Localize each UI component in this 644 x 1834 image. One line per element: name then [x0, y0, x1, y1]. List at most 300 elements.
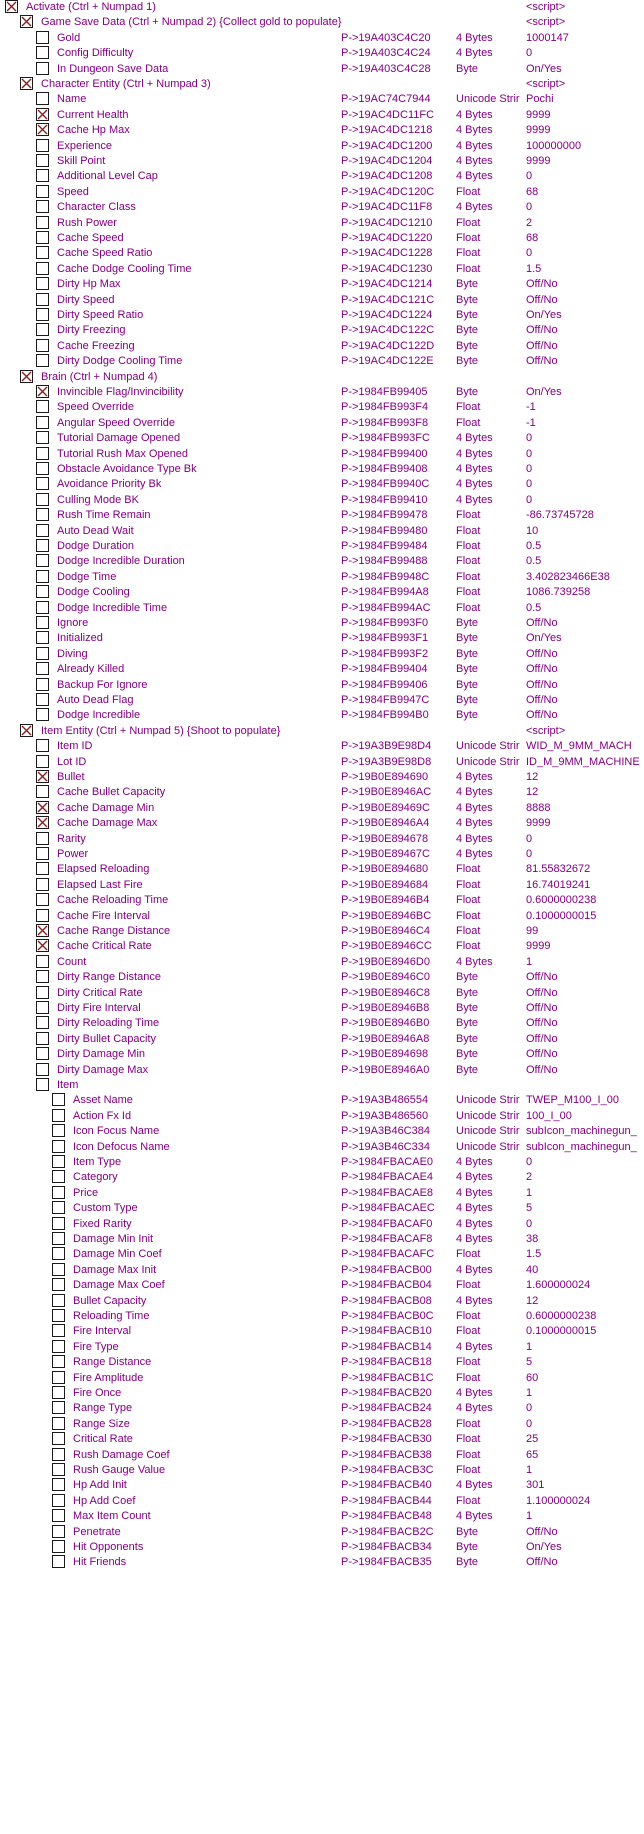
row-value[interactable]: 0 — [526, 432, 533, 444]
row-description: Dodge Time — [57, 571, 117, 583]
checkbox[interactable] — [36, 477, 49, 490]
row-value[interactable]: 0 — [526, 170, 533, 182]
row-value[interactable]: On/Yes — [526, 309, 562, 321]
row-value[interactable]: 1.5 — [526, 1248, 542, 1260]
row-value[interactable]: 38 — [526, 1233, 539, 1245]
row-description: Fixed Rarity — [73, 1218, 132, 1230]
row-value[interactable]: Off/No — [526, 294, 558, 306]
checkbox[interactable] — [52, 1340, 65, 1353]
row-description: Dirty Damage Min — [57, 1048, 146, 1060]
checkbox[interactable] — [36, 185, 49, 198]
row-type: Float — [456, 863, 481, 875]
row-address: P->1984FB99404 — [341, 663, 428, 675]
row-description: Hp Add Init — [73, 1479, 127, 1491]
row-description: Asset Name — [73, 1094, 133, 1106]
row-address: P->19B0E8946C0 — [341, 971, 430, 983]
row-value[interactable]: 12 — [526, 771, 539, 783]
checkbox[interactable] — [52, 1371, 65, 1384]
row-value[interactable]: Off/No — [526, 1048, 558, 1060]
row-address: P->1984FBACB08 — [341, 1295, 432, 1307]
row-value[interactable]: 100_I_00 — [526, 1110, 572, 1122]
checkbox[interactable] — [36, 31, 49, 44]
x-check-icon — [37, 771, 48, 782]
checkbox[interactable] — [36, 601, 49, 614]
row-type: Float — [456, 879, 481, 891]
row-description: Diving — [57, 648, 88, 660]
row-address: P->19A3B46C384 — [341, 1125, 430, 1137]
row-type: 4 Bytes — [456, 833, 493, 845]
checkbox[interactable] — [36, 62, 49, 75]
row-description: Tutorial Rush Max Opened — [57, 448, 189, 460]
row-type: Byte — [456, 355, 479, 367]
checkbox[interactable] — [36, 970, 49, 983]
checkbox[interactable] — [36, 493, 49, 506]
checkbox[interactable] — [36, 262, 49, 275]
row-address: P->1984FBACB38 — [341, 1449, 432, 1461]
row-value[interactable]: 0 — [526, 1156, 533, 1168]
checkbox[interactable] — [52, 1186, 65, 1199]
checkbox[interactable] — [36, 169, 49, 182]
row-type: 4 Bytes — [456, 109, 493, 121]
row-address: P->1984FB993F2 — [341, 648, 429, 660]
row-value[interactable]: 0 — [526, 47, 533, 59]
row-type: Float — [456, 586, 481, 598]
row-value[interactable]: 60 — [526, 1372, 539, 1384]
row-value[interactable]: Pochi — [526, 93, 554, 105]
row-value[interactable]: 1 — [526, 1341, 533, 1353]
checkbox[interactable] — [36, 755, 49, 768]
row-description: Character Entity (Ctrl + Numpad 3) — [41, 78, 211, 90]
checkbox[interactable] — [52, 1155, 65, 1168]
row-value[interactable]: <script> — [526, 78, 566, 90]
row-value[interactable]: 10 — [526, 525, 539, 537]
row-description: Invincible Flag/Invincibility — [57, 386, 184, 398]
row-value[interactable]: 0.5 — [526, 555, 542, 567]
checkbox[interactable] — [36, 678, 49, 691]
checkbox[interactable] — [52, 1478, 65, 1491]
checkbox[interactable] — [52, 1417, 65, 1430]
checkbox[interactable] — [36, 1047, 49, 1060]
checkbox[interactable] — [36, 323, 49, 336]
checkbox[interactable] — [36, 400, 49, 413]
row-value[interactable]: Off/No — [526, 617, 558, 629]
row-value[interactable]: <script> — [526, 16, 566, 28]
checkbox[interactable] — [36, 631, 49, 644]
row-value[interactable]: 0.5 — [526, 540, 542, 552]
row-address: P->1984FBACB48 — [341, 1510, 432, 1522]
row-description: Cache Speed Ratio — [57, 247, 153, 259]
row-description: Lot ID — [57, 756, 87, 768]
checkbox[interactable] — [36, 1063, 49, 1076]
checkbox[interactable] — [52, 1201, 65, 1214]
checkbox[interactable] — [36, 508, 49, 521]
row-type: Float — [456, 247, 481, 259]
checkbox[interactable] — [52, 1509, 65, 1522]
row-type: 4 Bytes — [456, 1387, 493, 1399]
row-address: P->1984FB9948C — [341, 571, 430, 583]
row-value[interactable]: 81.55832672 — [526, 863, 591, 875]
row-description: Already Killed — [57, 663, 125, 675]
row-description: Cache Bullet Capacity — [57, 786, 166, 798]
checkbox[interactable] — [36, 339, 49, 352]
checked-checkbox[interactable] — [36, 939, 49, 952]
checkbox[interactable] — [52, 1109, 65, 1122]
row-description: Hit Friends — [73, 1556, 127, 1568]
row-value[interactable]: -1 — [526, 401, 536, 413]
row-value[interactable]: Off/No — [526, 679, 558, 691]
checkbox[interactable] — [36, 277, 49, 290]
checkbox[interactable] — [52, 1278, 65, 1291]
row-value[interactable]: 1 — [526, 956, 533, 968]
row-description: Avoidance Priority Bk — [57, 478, 162, 490]
row-type: Byte — [456, 648, 479, 660]
row-description: Rarity — [57, 833, 86, 845]
row-value[interactable]: 12 — [526, 786, 539, 798]
checkbox[interactable] — [36, 539, 49, 552]
row-type: Float — [456, 232, 481, 244]
checked-checkbox[interactable] — [36, 123, 49, 136]
row-description: Fire Amplitude — [73, 1372, 144, 1384]
row-value[interactable]: Off/No — [526, 987, 558, 999]
row-value[interactable]: 100000000 — [526, 140, 582, 152]
row-address: P->1984FBACB28 — [341, 1418, 432, 1430]
checkbox[interactable] — [36, 246, 49, 259]
checkbox[interactable] — [36, 986, 49, 999]
row-value[interactable]: 1 — [526, 1187, 533, 1199]
row-value[interactable]: ID_M_9MM_MACHINE — [526, 756, 640, 768]
row-type: Float — [456, 1325, 481, 1337]
row-description: Cache Dodge Cooling Time — [57, 263, 192, 275]
row-value[interactable]: 1 — [526, 1387, 533, 1399]
row-address: P->19B0E89467C — [341, 848, 430, 860]
checkbox[interactable] — [52, 1463, 65, 1476]
row-value[interactable]: 0 — [526, 201, 533, 213]
row-address: P->19B0E89469C — [341, 802, 430, 814]
row-description: Damage Max Init — [73, 1264, 157, 1276]
checkbox[interactable] — [36, 708, 49, 721]
row-type: Float — [456, 263, 481, 275]
row-value[interactable]: WID_M_9MM_MACH — [526, 740, 632, 752]
row-description: Damage Min Coef — [73, 1248, 162, 1260]
checkbox[interactable] — [36, 462, 49, 475]
row-description: Critical Rate — [73, 1433, 133, 1445]
checked-checkbox[interactable] — [36, 924, 49, 937]
row-type: Byte — [456, 63, 479, 75]
row-value[interactable]: 0 — [526, 448, 533, 460]
checkbox[interactable] — [52, 1247, 65, 1260]
checkbox[interactable] — [52, 1124, 65, 1137]
row-type: Byte — [456, 679, 479, 691]
row-type: Float — [456, 1279, 481, 1291]
row-type: Byte — [456, 987, 479, 999]
row-value[interactable]: subIcon_machinegun_ — [526, 1125, 637, 1137]
row-address: P->19B0E8946C8 — [341, 987, 430, 999]
row-type: Float — [456, 1464, 481, 1476]
row-value[interactable]: 0.5 — [526, 602, 542, 614]
checkbox[interactable] — [52, 1525, 65, 1538]
row-value[interactable]: 9999 — [526, 817, 551, 829]
checked-checkbox[interactable] — [20, 724, 33, 737]
row-address: P->19AC4DC11F8 — [341, 201, 433, 213]
row-value[interactable]: 9999 — [526, 124, 551, 136]
checkbox[interactable] — [36, 862, 49, 875]
checkbox[interactable] — [36, 785, 49, 798]
row-value[interactable]: -86.73745728 — [526, 509, 594, 521]
row-description: Damage Min Init — [73, 1233, 154, 1245]
checkbox[interactable] — [36, 1078, 49, 1091]
row-value[interactable]: 40 — [526, 1264, 539, 1276]
checkbox[interactable] — [36, 200, 49, 213]
checkbox[interactable] — [52, 1140, 65, 1153]
checkbox[interactable] — [36, 308, 49, 321]
checkbox[interactable] — [36, 693, 49, 706]
checkbox[interactable] — [36, 447, 49, 460]
row-value[interactable]: 1000147 — [526, 32, 569, 44]
row-value[interactable]: 9999 — [526, 940, 551, 952]
row-address: P->1984FBACAE4 — [341, 1171, 434, 1183]
checkbox[interactable] — [52, 1263, 65, 1276]
checked-checkbox[interactable] — [20, 370, 33, 383]
checkbox[interactable] — [52, 1232, 65, 1245]
row-address: P->19B0E894680 — [341, 863, 429, 875]
checkbox[interactable] — [36, 139, 49, 152]
row-value[interactable]: 0.1000000015 — [526, 910, 597, 922]
checked-checkbox[interactable] — [36, 816, 49, 829]
x-check-icon — [37, 817, 48, 828]
checked-checkbox[interactable] — [36, 385, 49, 398]
row-value[interactable]: On/Yes — [526, 1541, 562, 1553]
checkbox[interactable] — [36, 585, 49, 598]
checkbox[interactable] — [36, 616, 49, 629]
row-value[interactable]: subIcon_machinegun_ — [526, 1141, 637, 1153]
checkbox[interactable] — [36, 955, 49, 968]
row-address: P->19B0E8946B4 — [341, 894, 430, 906]
row-value[interactable]: <script> — [526, 1, 566, 13]
row-type: Byte — [456, 1002, 479, 1014]
row-value[interactable]: 0 — [526, 833, 533, 845]
row-value[interactable]: 25 — [526, 1433, 539, 1445]
row-description: Dirty Fire Interval — [57, 1002, 141, 1014]
row-value[interactable]: Off/No — [526, 278, 558, 290]
checked-checkbox[interactable] — [20, 15, 33, 28]
checkbox[interactable] — [36, 92, 49, 105]
row-description: Item — [57, 1079, 79, 1091]
row-value[interactable]: 1.600000024 — [526, 1279, 591, 1291]
row-description: Dodge Duration — [57, 540, 135, 552]
checkbox[interactable] — [52, 1448, 65, 1461]
row-type: 4 Bytes — [456, 47, 493, 59]
checkbox[interactable] — [36, 1016, 49, 1029]
row-value[interactable]: 0 — [526, 1402, 533, 1414]
row-value[interactable]: 9999 — [526, 109, 551, 121]
row-address: P->1984FBACB35 — [341, 1556, 432, 1568]
checked-checkbox[interactable] — [36, 770, 49, 783]
row-value[interactable]: -1 — [526, 417, 536, 429]
row-value[interactable]: Off/No — [526, 1064, 558, 1076]
row-value[interactable]: On/Yes — [526, 386, 562, 398]
row-value[interactable]: 0 — [526, 247, 533, 259]
checkbox[interactable] — [36, 847, 49, 860]
row-address: P->1984FBACB04 — [341, 1279, 432, 1291]
row-description: Action Fx Id — [73, 1110, 132, 1122]
row-value[interactable]: TWEP_M100_I_00 — [526, 1094, 619, 1106]
row-value[interactable]: 65 — [526, 1449, 539, 1461]
checkbox[interactable] — [36, 1032, 49, 1045]
row-value[interactable]: 8888 — [526, 802, 551, 814]
row-value[interactable]: Off/No — [526, 340, 558, 352]
checkbox[interactable] — [52, 1432, 65, 1445]
checkbox[interactable] — [52, 1355, 65, 1368]
row-value[interactable]: 12 — [526, 1295, 539, 1307]
checkbox[interactable] — [52, 1324, 65, 1337]
checkbox[interactable] — [52, 1309, 65, 1322]
checkbox[interactable] — [36, 231, 49, 244]
row-value[interactable]: 0 — [526, 478, 533, 490]
row-description: Character Class — [57, 201, 136, 213]
checked-checkbox[interactable] — [20, 77, 33, 90]
row-type: Unicode Strir — [456, 1110, 520, 1122]
checkbox[interactable] — [52, 1093, 65, 1106]
checkbox[interactable] — [36, 909, 49, 922]
row-value[interactable]: Off/No — [526, 1526, 558, 1538]
row-address: P->1984FBACB2C — [341, 1526, 434, 1538]
row-value[interactable]: Off/No — [526, 1002, 558, 1014]
checkbox[interactable] — [52, 1386, 65, 1399]
row-description: Tutorial Damage Opened — [57, 432, 181, 444]
checkbox[interactable] — [52, 1555, 65, 1568]
row-value[interactable]: 3.402823466E38 — [526, 571, 610, 583]
checked-checkbox[interactable] — [36, 108, 49, 121]
row-address: P->19B0E8946A4 — [341, 817, 430, 829]
row-value[interactable]: On/Yes — [526, 63, 562, 75]
checkbox[interactable] — [36, 431, 49, 444]
checked-checkbox[interactable] — [36, 801, 49, 814]
row-type: Byte — [456, 386, 479, 398]
row-value[interactable]: 2 — [526, 1171, 533, 1183]
row-value[interactable]: 301 — [526, 1479, 545, 1491]
checkbox[interactable] — [36, 524, 49, 537]
row-value[interactable]: Off/No — [526, 1556, 558, 1568]
checkbox[interactable] — [52, 1217, 65, 1230]
row-value[interactable]: 99 — [526, 925, 539, 937]
checkbox[interactable] — [36, 647, 49, 660]
row-description: Rush Time Remain — [57, 509, 151, 521]
checkbox[interactable] — [36, 216, 49, 229]
row-value[interactable]: 68 — [526, 186, 539, 198]
checkbox[interactable] — [52, 1494, 65, 1507]
row-value[interactable]: Off/No — [526, 1033, 558, 1045]
row-value[interactable]: 68 — [526, 232, 539, 244]
row-description: Cache Damage Max — [57, 817, 158, 829]
row-value[interactable]: 5 — [526, 1202, 533, 1214]
row-value[interactable]: Off/No — [526, 971, 558, 983]
row-address: P->19B0E894684 — [341, 879, 429, 891]
row-value[interactable]: 16.74019241 — [526, 879, 591, 891]
row-description: Dirty Damage Max — [57, 1064, 149, 1076]
row-type: 4 Bytes — [456, 956, 493, 968]
row-value[interactable]: 5 — [526, 1356, 533, 1368]
row-address: P->1984FB993F4 — [341, 401, 429, 413]
checkbox[interactable] — [36, 1001, 49, 1014]
row-value[interactable]: Off/No — [526, 709, 558, 721]
row-value[interactable]: 0 — [526, 463, 533, 475]
row-type: 4 Bytes — [456, 463, 493, 475]
row-value[interactable]: 0.6000000238 — [526, 1310, 597, 1322]
checkbox[interactable] — [36, 893, 49, 906]
checkbox[interactable] — [36, 878, 49, 891]
row-value[interactable]: 1.100000024 — [526, 1495, 591, 1507]
row-type: 4 Bytes — [456, 478, 493, 490]
row-description: Config Difficulty — [57, 47, 134, 59]
row-value[interactable]: Off/No — [526, 1017, 558, 1029]
row-address: P->19AC4DC122E — [341, 355, 434, 367]
checkbox[interactable] — [52, 1401, 65, 1414]
row-description: Bullet — [57, 771, 85, 783]
row-value[interactable]: Off/No — [526, 663, 558, 675]
table-row[interactable] — [0, 1553, 644, 1571]
checkbox[interactable] — [36, 154, 49, 167]
row-description: Name — [57, 93, 87, 105]
checkbox[interactable] — [36, 554, 49, 567]
checkbox[interactable] — [52, 1170, 65, 1183]
checkbox[interactable] — [36, 662, 49, 675]
checked-checkbox[interactable] — [5, 0, 18, 13]
row-description: Auto Dead Flag — [57, 694, 134, 706]
checkbox[interactable] — [36, 739, 49, 752]
row-value[interactable]: Off/No — [526, 648, 558, 660]
row-value[interactable]: 0 — [526, 1218, 533, 1230]
row-value[interactable]: 0.6000000238 — [526, 894, 597, 906]
row-value[interactable]: Off/No — [526, 355, 558, 367]
row-value[interactable]: 0 — [526, 1418, 533, 1430]
row-description: Experience — [57, 140, 113, 152]
row-value[interactable]: Off/No — [526, 694, 558, 706]
row-value[interactable]: 0.1000000015 — [526, 1325, 597, 1337]
row-description: Ignore — [57, 617, 89, 629]
row-address: P->1984FBACB00 — [341, 1264, 432, 1276]
row-value[interactable]: 9999 — [526, 155, 551, 167]
checkbox[interactable] — [36, 46, 49, 59]
row-value[interactable]: 1.5 — [526, 263, 542, 275]
row-address: P->19AC4DC1230 — [341, 263, 433, 275]
checkbox[interactable] — [36, 354, 49, 367]
checkbox[interactable] — [36, 416, 49, 429]
row-value[interactable]: Off/No — [526, 324, 558, 336]
row-address: P->19AC4DC1228 — [341, 247, 433, 259]
row-value[interactable]: 0 — [526, 494, 533, 506]
row-value[interactable]: 1 — [526, 1464, 533, 1476]
checkbox[interactable] — [36, 832, 49, 845]
row-type: 4 Bytes — [456, 1202, 493, 1214]
row-value[interactable]: 1 — [526, 1510, 533, 1522]
row-address: P->19A3B486554 — [341, 1094, 429, 1106]
row-value[interactable]: <script> — [526, 725, 566, 737]
row-value[interactable]: 0 — [526, 848, 533, 860]
row-address: P->19B0E8946CC — [341, 940, 432, 952]
row-value[interactable]: 2 — [526, 217, 533, 229]
checkbox[interactable] — [52, 1294, 65, 1307]
row-address: P->1984FB993F0 — [341, 617, 429, 629]
row-type: Float — [456, 1433, 481, 1445]
row-address: P->1984FBACAFC — [341, 1248, 435, 1260]
checkbox[interactable] — [52, 1540, 65, 1553]
row-address: P->1984FBACB44 — [341, 1495, 432, 1507]
row-value[interactable]: On/Yes — [526, 632, 562, 644]
checkbox[interactable] — [36, 293, 49, 306]
checkbox[interactable] — [36, 570, 49, 583]
row-description: Dirty Critical Rate — [57, 987, 143, 999]
row-value[interactable]: 1086.739258 — [526, 586, 591, 598]
